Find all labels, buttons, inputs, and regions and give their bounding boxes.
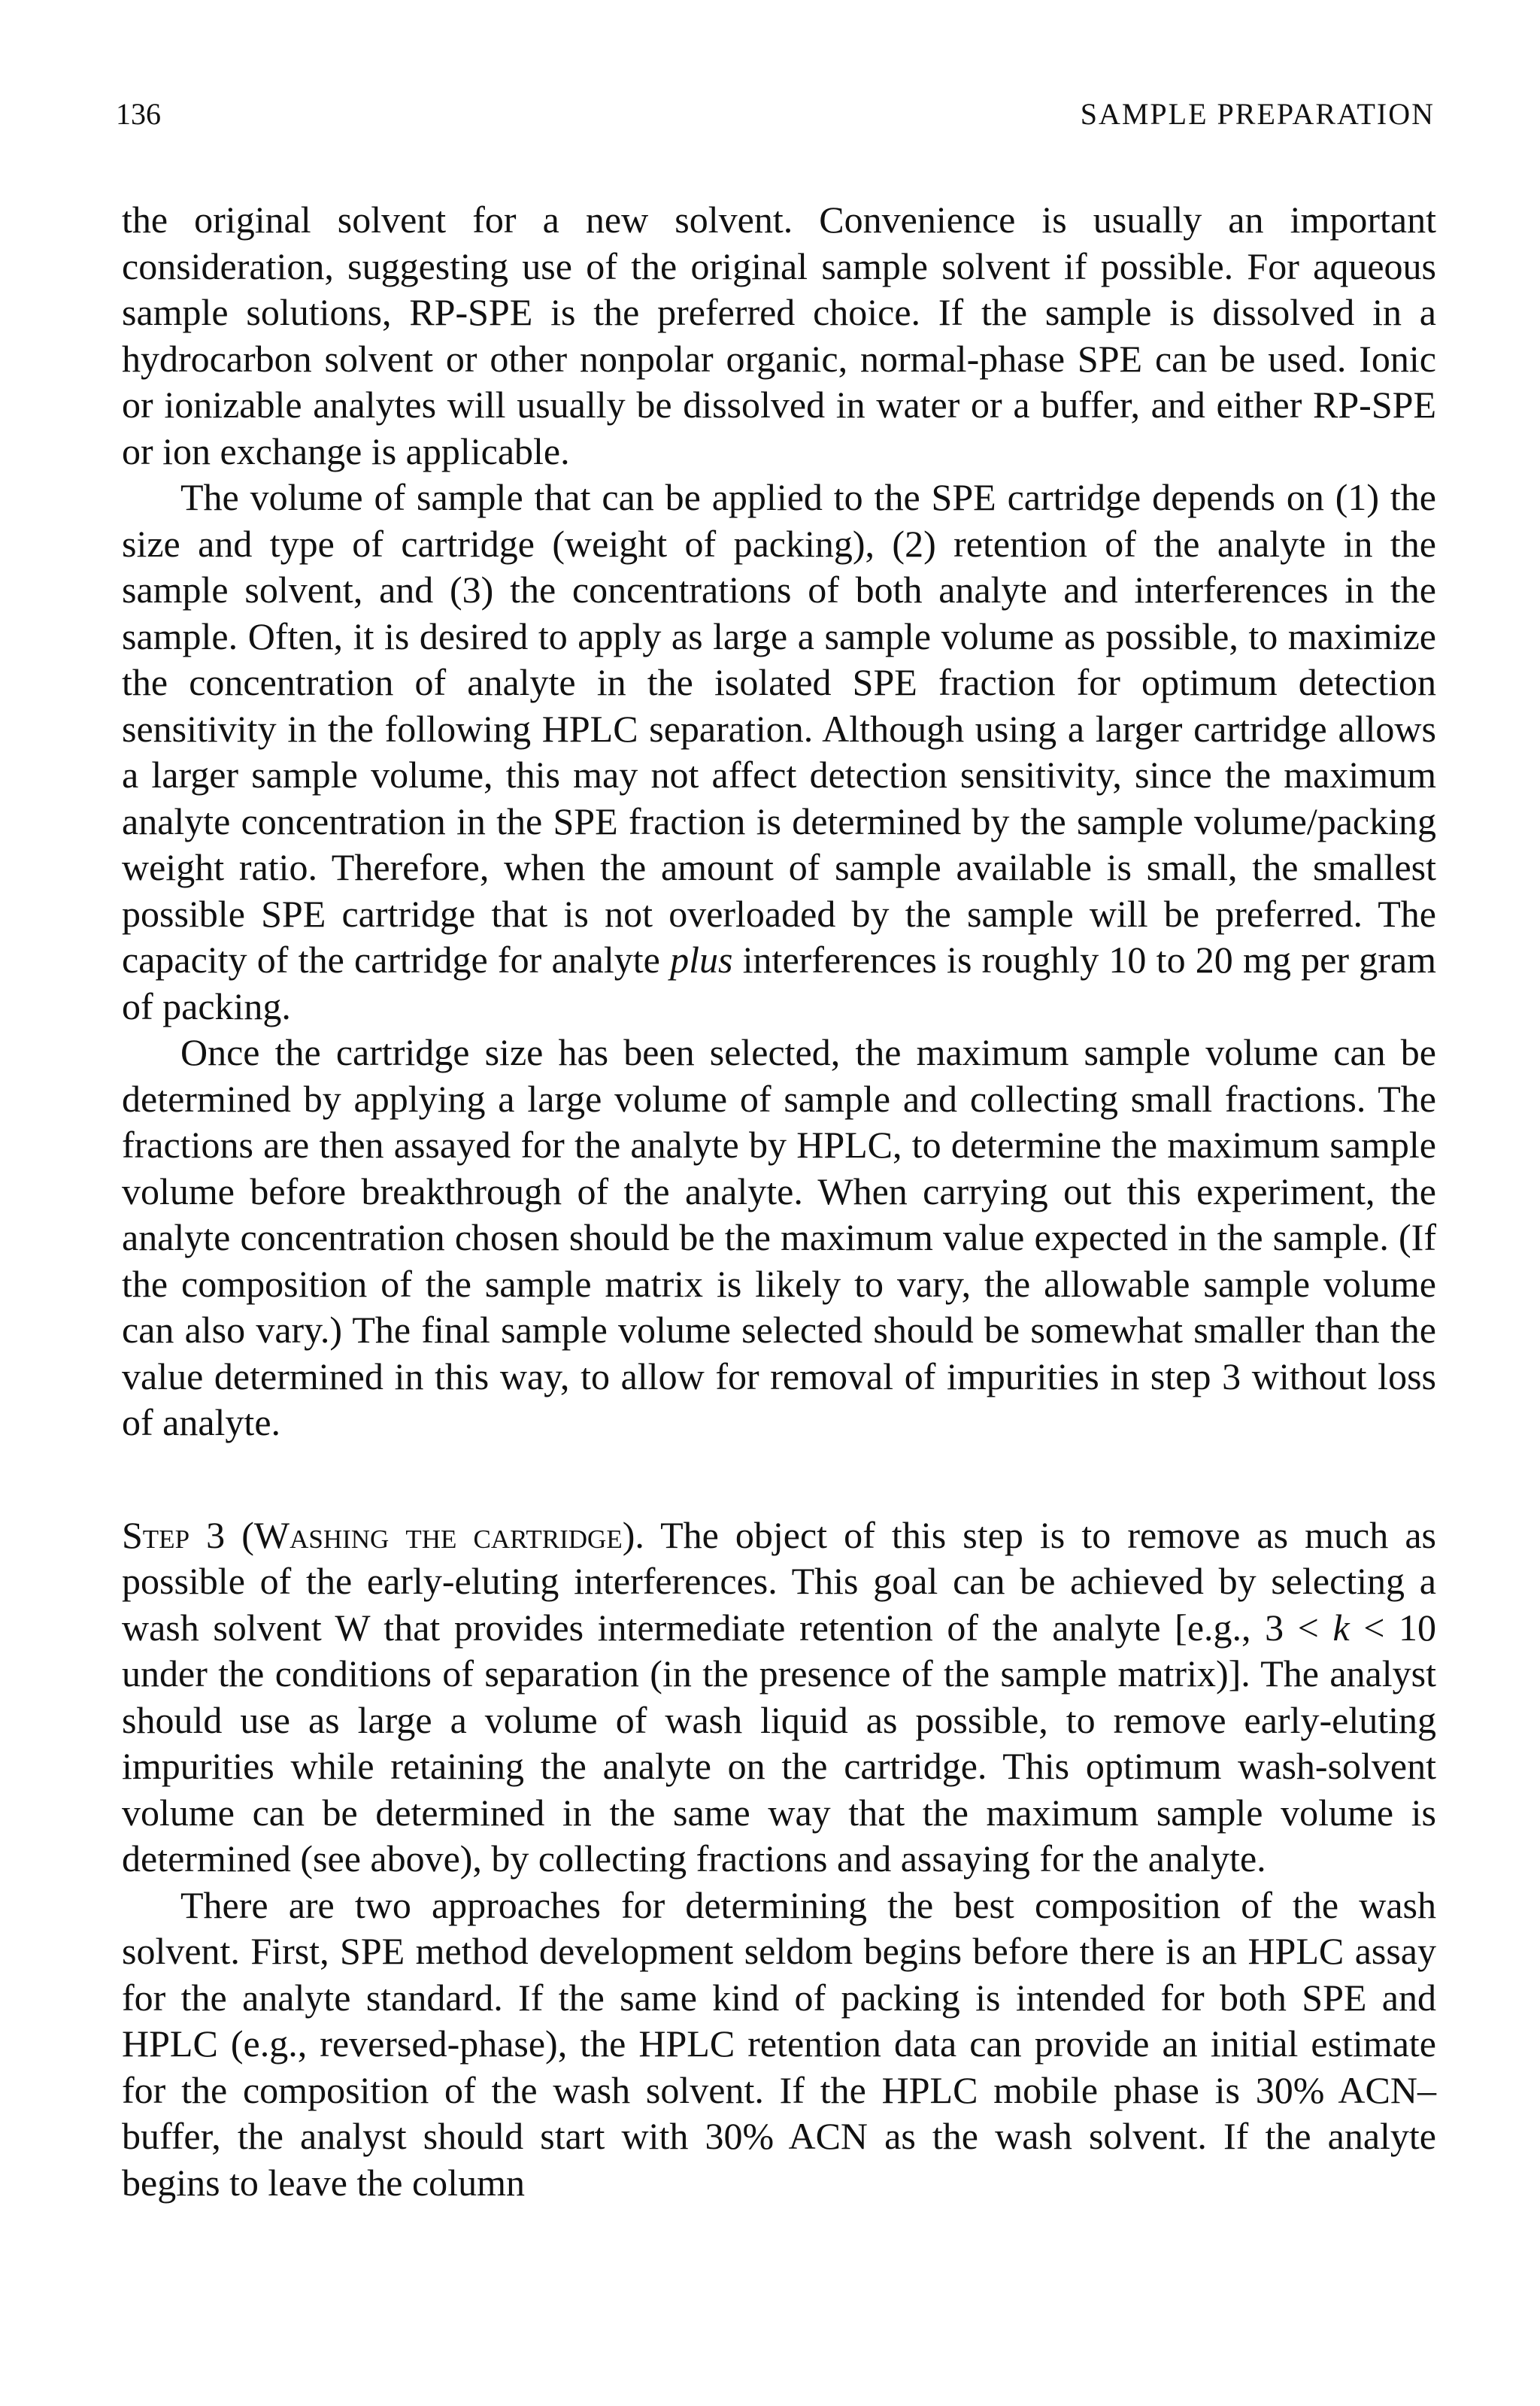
paragraph-3-text: Once the cartridge size has been selected, the maximum sample volume can be determined by applying a large volume of sample and collecting small fractions. The fractions are then assayed for the analyte by HPLC, to determine the maximum sample volume before breakthrough of the analyte. When carrying out this experiment, the analyte concentration chosen should be the maximum value expected in the sample. (If the composition of the sample matrix is likely to vary, the allowable sample volume can also vary.) The final sample volume selected should be somewhat smaller than the value determined in this way, to allow for removal of impurities in step 3 without loss of analyte. [122,1031,1436,1443]
paragraph-2-italic: plus [670,939,733,981]
paragraph-2-text-b: interferences is roughly 10 to 20 mg per gram of packing. [122,939,1437,1027]
paragraph-4-text-b: < 10 under the conditions of separation (in the presence of the sample matrix)]. The analyst should use as large a volume of wash liquid as possible, to remove early-eluting impurities while retaining the analyte on the cartridge. This optimum wash-solvent volume can be determined in the same way that the maximum sample volume is determined (see above), by collecting fractions and assaying for the analyte. [122,1606,1436,1880]
body-text [122,197,1436,2206]
paragraph-2-text-a: The volume of sample that can be applied to the SPE cartridge depends on (1) the size and type of cartridge (weight of packing), (2) retention of the analyte in the sample solvent, and (3) the concentrations of both analyte and interferences in the sample. Often, it is desired to apply as large a sample volume as possible, to maximize the concentration of analyte in the isolated SPE fraction for optimum detection sensitivity in the following HPLC separation. Although using a larger cartridge allows a larger sample volume, this may not affect detection sensitivity, since the maximum analyte concentration in the SPE fraction is determined by the sample volume/packing weight ratio. Therefore, when the amount of sample available is small, the smallest possible SPE cartridge that is not overloaded by the sample will be preferred. The capacity of the cartridge for analyte [122,476,1436,981]
paragraph-4-k-symbol: k [1332,1606,1350,1649]
paragraph-4-text-a: The object of this step is to remove as much as possible of the early-eluting interferences. This goal can be achieved by selecting a wash solvent W that provides intermediate retention of the analyte [e.g., 3 < [122,1513,1436,1649]
paragraph-2 [122,475,1436,1030]
running-head [116,96,1435,141]
step-3-heading: Step 3 (Washing the cartridge). [122,1513,644,1556]
paragraph-5-text: There are two approaches for determining the best composition of the wash solvent. First, SPE method development seldom begins before there is an HPLC assay for the analyte standard. If the same kind of packing is intended for both SPE and HPLC (e.g., reversed-phase), the HPLC retention data can provide an initial estimate for the composition of the wash solvent. If the HPLC mobile phase is 30% ACN–buffer, the analyst should start with 30% ACN as the wash solvent. If the analyte begins to leave the column [122,1883,1436,2204]
paragraph-3 [122,1030,1436,1446]
running-title: SAMPLE PREPARATION [1080,97,1435,131]
page-number: 136 [116,97,161,131]
paragraph-1 [122,197,1436,475]
paragraph-4 [122,1512,1436,1883]
paragraph-1-text: the original solvent for a new solvent. Convenience is usually an important consideration, suggesting use of the original sample solvent if possible. For aqueous sample solutions, RP-SPE is the preferred choice. If the sample is dissolved in a hydrocarbon solvent or other nonpolar organic, normal-phase SPE can be used. Ionic or ionizable analytes will usually be dissolved in water or a buffer, and either RP-SPE or ion exchange is applicable. [122,199,1436,472]
paragraph-5 [122,1883,1436,2207]
